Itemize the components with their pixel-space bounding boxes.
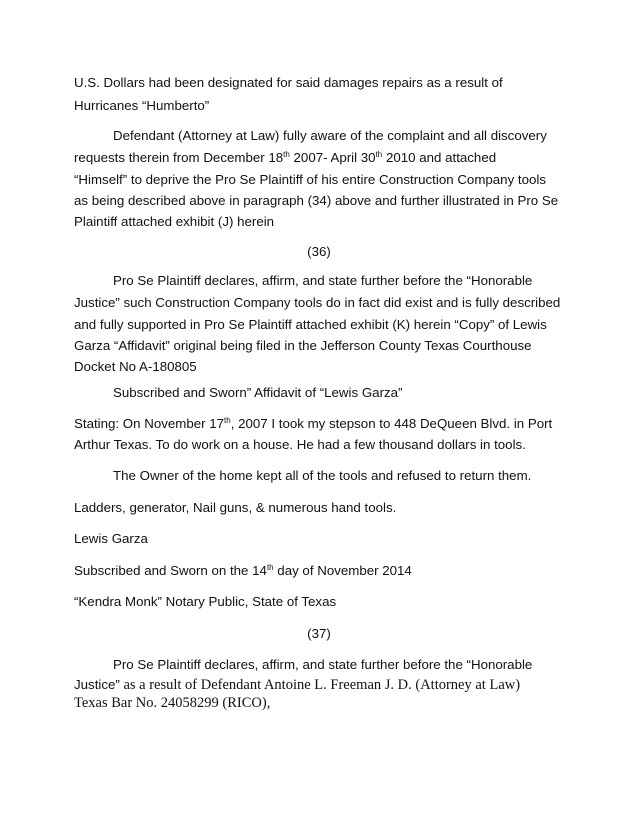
- paragraph-line: Arthur Texas. To do work on a house. He had a few thousand dollars in tools.: [74, 437, 526, 452]
- superscript: th: [283, 150, 290, 159]
- text-run: 2010 and attached: [382, 150, 497, 165]
- superscript: th: [266, 563, 274, 572]
- paragraph-line: “Himself” to deprive the Pro Se Plaintiff of his entire Construction Company tools: [74, 172, 547, 187]
- paragraph-line: Ladders, generator, Nail guns, & numerous hand tools.: [74, 500, 397, 515]
- paragraph-line: The Owner of the home kept all of the tools and refused to return them.: [113, 468, 532, 483]
- paragraph-line: [74, 562, 412, 580]
- paragraph-line: [74, 149, 496, 167]
- paragraph-line: Pro Se Plaintiff declares, affirm, and state further before the “Honorable: [113, 273, 533, 288]
- paragraph-line: U.S. Dollars had been designated for said damages repairs as a result of: [74, 75, 503, 90]
- notary-line: “Kendra Monk” Notary Public, State of Texas: [74, 594, 337, 609]
- paragraph-line: [74, 415, 552, 433]
- text-run: requests therein from December 18: [74, 150, 284, 165]
- affidavit-title: Subscribed and Sworn” Affidavit of “Lewis Garza”: [113, 385, 403, 400]
- text-run: day of November 2014: [273, 563, 412, 578]
- paragraph-line: as being described above in paragraph (34) above and further illustrated in Pro Se: [74, 193, 559, 208]
- paragraph-line: Defendant (Attorney at Law) fully aware of the complaint and all discovery: [113, 128, 547, 143]
- paragraph-line: Justice” such Construction Company tools do in fact did exist and is fully described: [74, 295, 561, 310]
- text-run: , 2007 I took my stepson to 448 DeQueen Blvd. in Port: [230, 416, 553, 431]
- paragraph-line: Pro Se Plaintiff declares, affirm, and state further before the “Honorable: [113, 657, 533, 672]
- text-run: Justice”: [74, 677, 120, 692]
- paragraph-line: [74, 676, 520, 694]
- text-run: as a result of Defendant Antoine L. Freeman J. D. (Attorney at Law): [119, 677, 521, 693]
- section-number: (37): [307, 626, 331, 641]
- signature-name: Lewis Garza: [74, 531, 148, 546]
- text-run: 2007- April 30: [289, 150, 376, 165]
- paragraph-line: Hurricanes “Humberto”: [74, 98, 210, 113]
- paragraph-line: Garza “Affidavit” original being filed in the Jefferson County Texas Courthouse: [74, 338, 532, 353]
- paragraph-line: Docket No A-180805: [74, 359, 197, 374]
- superscript: th: [224, 416, 231, 425]
- paragraph-line: Texas Bar No. 24058299 (RICO),: [74, 695, 271, 711]
- paragraph-line: and fully supported in Pro Se Plaintiff attached exhibit (K) herein “Copy” of Lewis: [74, 317, 547, 332]
- section-number: (36): [307, 244, 331, 259]
- superscript: th: [375, 150, 383, 159]
- paragraph-line: Plaintiff attached exhibit (J) herein: [74, 214, 275, 229]
- text-run: Stating: On November 17: [74, 416, 225, 431]
- text-run: Subscribed and Sworn on the 14: [74, 563, 267, 578]
